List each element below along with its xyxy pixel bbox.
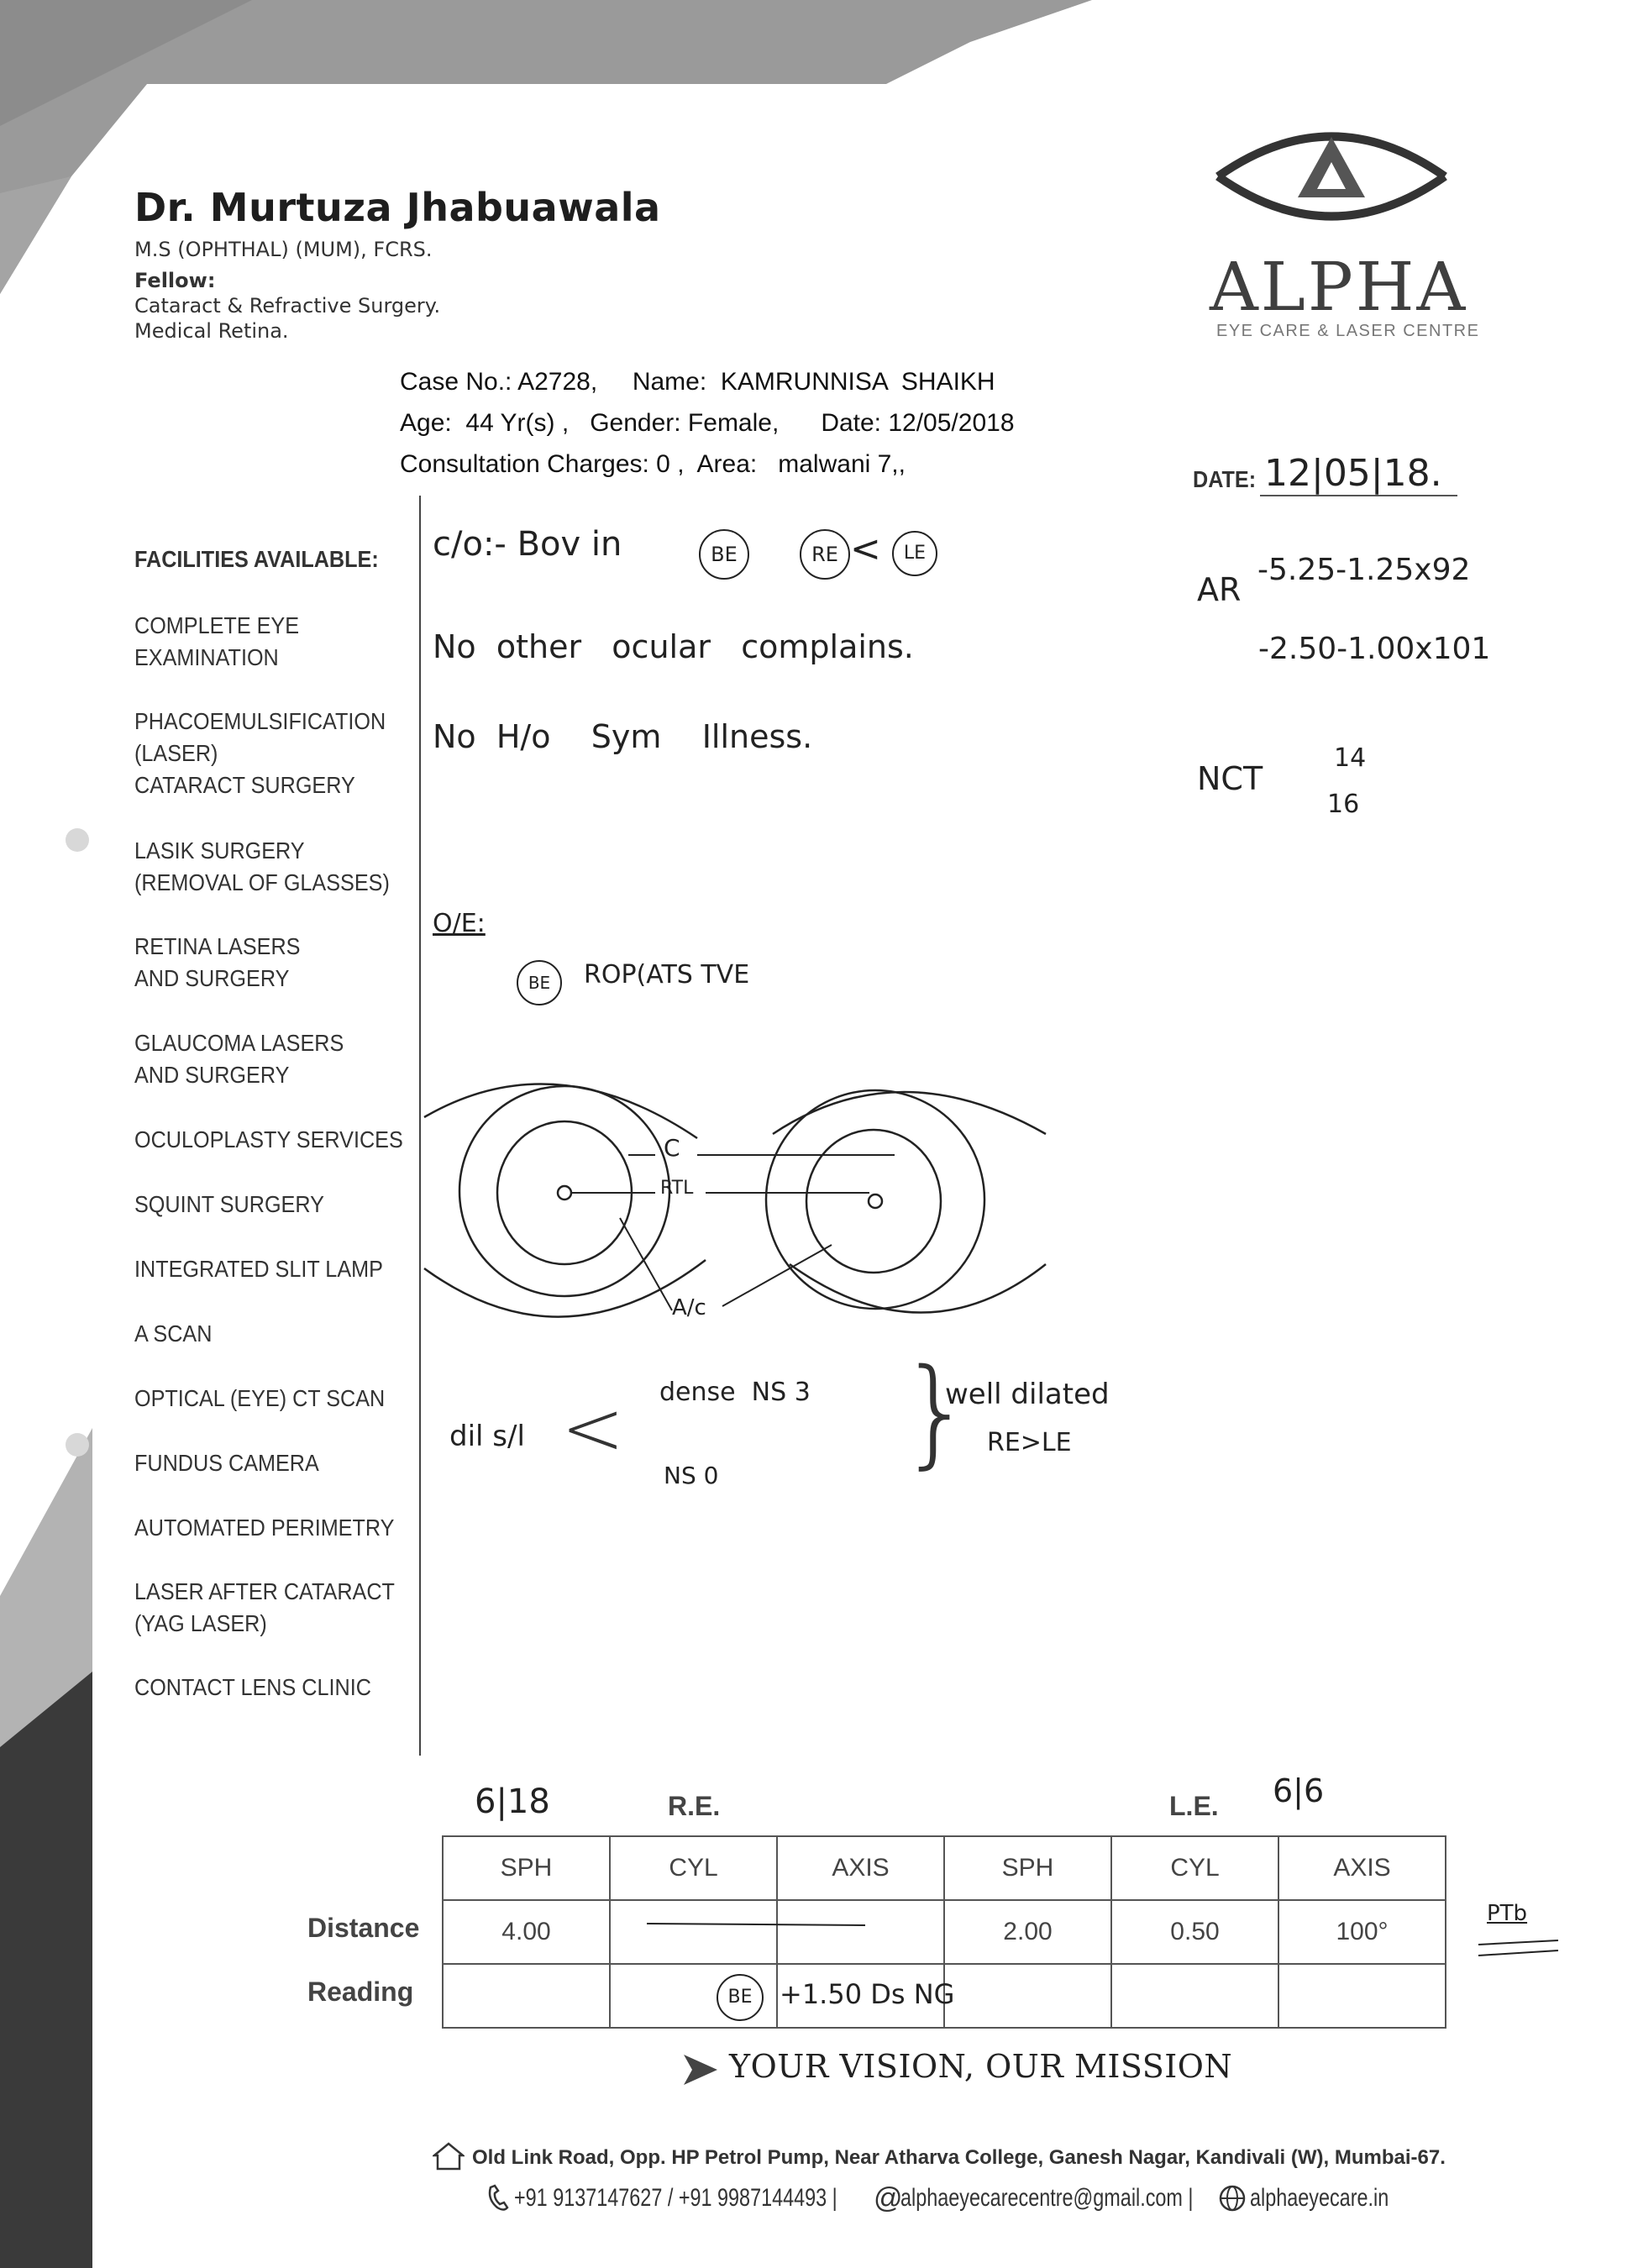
complaint-prefix: c/o:- Bov in [433, 525, 622, 564]
fellowship-1: Cataract & Refractive Surgery. [134, 294, 441, 318]
le-visual-acuity: 6|6 [1273, 1772, 1325, 1809]
facility-item: COMPLETE EYE EXAMINATION [134, 612, 300, 670]
ar-label: AR [1197, 571, 1242, 608]
facility-item: AUTOMATED PERIMETRY [134, 1515, 395, 1541]
nct-label: NCT [1197, 760, 1263, 797]
le-label: L.E. [1169, 1791, 1219, 1821]
col-header: AXIS [1278, 1836, 1446, 1900]
slogan-arrow-icon [682, 2053, 719, 2087]
distance-dash-line [647, 1915, 874, 1932]
ar-left-eye: -2.50-1.00x101 [1258, 632, 1491, 666]
oe-label: O/E: [433, 909, 486, 938]
patient-charges-line: Consultation Charges: 0 , Area: malwani 7,, [400, 450, 906, 478]
facility-item: OCULOPLASTY SERVICES [134, 1126, 403, 1152]
date-label: DATE: [1193, 466, 1257, 492]
facility-item: FUNDUS CAMERA [134, 1450, 319, 1476]
patient-age-line: Age: 44 Yr(s) , Gender: Female, Date: 12/05/2018 [400, 409, 1015, 437]
le-circled: LE [892, 531, 937, 576]
ns0: NS 0 [664, 1462, 719, 1489]
facility-item: OPTICAL (EYE) CT SCAN [134, 1385, 386, 1411]
doctor-degrees: M.S (OPHTHAL) (MUM), FCRS. [134, 238, 433, 261]
distance-re-cyl [610, 1900, 777, 1964]
complaint-line-3: No H/o Sym Illness. [433, 718, 813, 755]
brace-right: } [899, 1344, 974, 1481]
nct-left: 16 [1327, 790, 1360, 819]
oe-be-circled: BE [517, 960, 562, 1005]
doctor-name: Dr. Murtuza Jhabuawala [134, 185, 661, 230]
dil-sl-label: dil s/l [449, 1420, 525, 1453]
well-dilated: well dilated [945, 1378, 1110, 1411]
distance-le-sph: 2.00 [944, 1900, 1111, 1964]
fellow-label: Fellow: [134, 269, 216, 292]
reading-label: Reading [307, 1977, 414, 2007]
brace-left: < [561, 1384, 625, 1473]
reading-cell [1278, 1964, 1446, 2028]
re-visual-acuity: 6|18 [475, 1782, 550, 1821]
facilities-heading: FACILITIES AVAILABLE: [134, 546, 379, 572]
complaint-line-2: No other ocular complains. [433, 628, 914, 665]
be-circled: BE [699, 529, 749, 580]
re-circled: RE [800, 529, 850, 580]
ptb-underline [1474, 1932, 1567, 1966]
alpha-eye-logo-icon [1210, 113, 1453, 239]
phone-numbers: +91 9137147627 / +91 9987144493 | [514, 2184, 837, 2212]
facility-item: CONTACT LENS CLINIC [134, 1674, 371, 1700]
reading-cell [1111, 1964, 1278, 2028]
address: Old Link Road, Opp. HP Petrol Pump, Near Atharva College, Ganesh Nagar, Kandivali (W), Mumbai-67. [472, 2146, 1446, 2169]
email: alphaeyecarecentre@gmail.com | [900, 2184, 1194, 2212]
logo-tagline: EYE CARE & LASER CENTRE [1216, 322, 1480, 340]
table-header-row [443, 1836, 1446, 1900]
patient-case-line: Case No.: A2728, Name: KAMRUNNISA SHAIKH [400, 368, 995, 396]
col-header: SPH [443, 1836, 610, 1900]
col-header: CYL [610, 1836, 777, 1900]
ar-right-eye: -5.25-1.25x92 [1257, 553, 1471, 587]
dense-ns3: dense NS 3 [659, 1378, 811, 1407]
reading-cell [443, 1964, 610, 2028]
slogan: YOUR VISION, OUR MISSION [729, 2048, 1233, 2085]
nct-right: 14 [1334, 743, 1367, 773]
reading-cell [944, 1964, 1111, 2028]
diagram-label-c: C [664, 1134, 680, 1162]
distance-re-sph: 4.00 [443, 1900, 610, 1964]
distance-label: Distance [307, 1913, 420, 1943]
logo-name: ALPHA [1210, 248, 1468, 326]
col-header: SPH [944, 1836, 1111, 1900]
distance-le-axis: 100° [1278, 1900, 1446, 1964]
diagram-label-rtl: RTL [660, 1178, 694, 1199]
oe-finding: ROP(ATS TVE [584, 960, 750, 990]
ptb-note: PTb [1487, 1901, 1528, 1926]
website: alphaeyecare.in [1250, 2184, 1389, 2212]
re-label: R.E. [668, 1791, 721, 1821]
facility-item: A SCAN [134, 1320, 213, 1347]
distance-re-axis [777, 1900, 944, 1964]
facility-item: PHACOEMULSIFICATION (LASER) CATARACT SURGERY [134, 708, 386, 798]
re-gt-le: RE>LE [987, 1428, 1072, 1457]
email-icon: @ [874, 2182, 903, 2214]
home-icon [433, 2142, 465, 2171]
facility-item: INTEGRATED SLIT LAMP [134, 1256, 383, 1282]
phone-icon [486, 2184, 511, 2213]
distance-row [443, 1900, 1446, 1964]
facility-item: SQUINT SURGERY [134, 1191, 324, 1217]
date-value: 12|05|18. [1264, 452, 1442, 495]
distance-le-cyl: 0.50 [1111, 1900, 1278, 1964]
diagram-label-ac: A/c [672, 1295, 706, 1320]
reading-value: +1.50 Ds NG [780, 1978, 955, 2010]
facility-item: GLAUCOMA LASERS AND SURGERY [134, 1030, 344, 1088]
col-header: CYL [1111, 1836, 1278, 1900]
reading-be-circled: BE [717, 1974, 764, 2021]
globe-icon [1218, 2184, 1247, 2213]
fellowship-2: Medical Retina. [134, 319, 289, 343]
facility-item: LASIK SURGERY (REMOVAL OF GLASSES) [134, 837, 390, 895]
less-than-sign: < [850, 528, 881, 570]
facility-item: RETINA LASERS AND SURGERY [134, 933, 301, 991]
col-header: AXIS [777, 1836, 944, 1900]
facility-item: LASER AFTER CATARACT (YAG LASER) [134, 1578, 395, 1636]
